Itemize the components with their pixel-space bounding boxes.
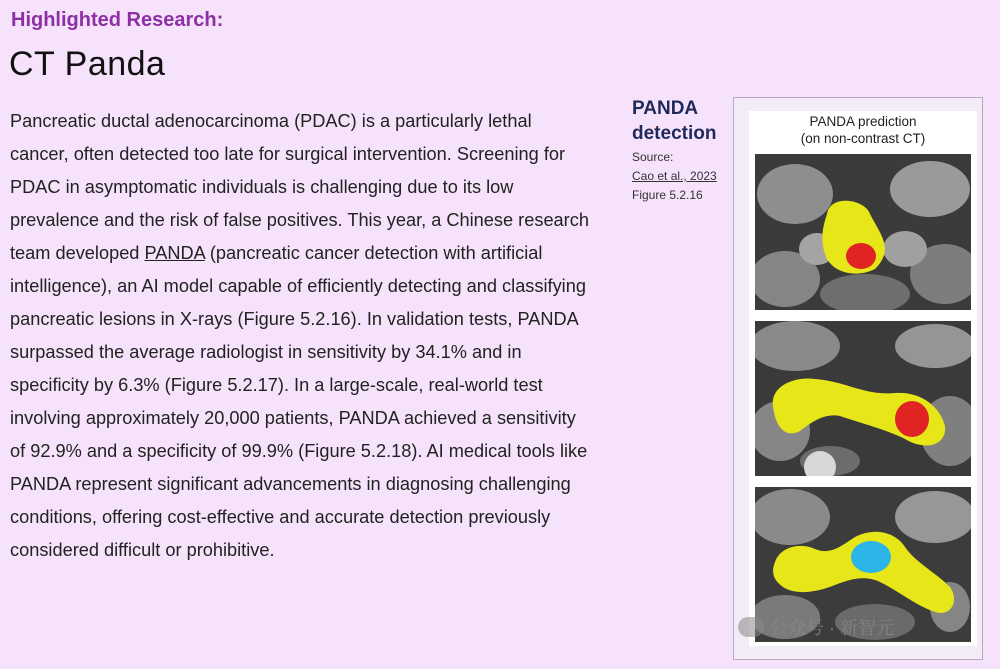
- watermark: [738, 614, 894, 640]
- article-paragraph: [10, 105, 590, 567]
- article-text-part1: Pancreatic ductal adenocarcinoma (PDAC) is a particularly lethal cancer, often detected too late for surgical intervention. Screening for PDAC in asymptomatic individuals is challenging due to its low prevalence and the risk of false positives. This year, a Chinese research team developed: [10, 111, 589, 263]
- figure-meta: [632, 148, 732, 205]
- figure-panel: [733, 97, 983, 660]
- source-link[interactable]: Cao et al., 2023: [632, 169, 717, 183]
- page-title: CT Panda: [9, 45, 166, 83]
- figure-sidebar: [632, 96, 732, 205]
- figure-caption: [749, 113, 977, 147]
- source-label: Source:: [632, 150, 674, 164]
- wechat-icon: [738, 617, 764, 637]
- article-text-part2: (pancreatic cancer detection with artificial intelligence), an AI model capable of efficiently detecting and classifying pancreatic lesions in X-rays (Figure 5.2.16). In validation tests, PANDA surpassed the average radiologist in sensitivity by 34.1% and in specificity by 6.3% (Figure 5.2.17). In a large-scale, real-world test involving approximately 20,000 patients, PANDA achieved a sensitivity of 92.9% and a specificity of 99.9% (Figure 5.2.18). AI medical tools like PANDA represent significant advancements in diagnosing challenging conditions, offering cost-effective and accurate detection previously considered difficult or prohibitive.: [10, 243, 588, 560]
- watermark-text: 公众号 · 新智元: [770, 618, 894, 638]
- figure-number: Figure 5.2.16: [632, 188, 703, 202]
- figure-title-line1: PANDA: [632, 98, 699, 119]
- figure-title: [632, 96, 732, 146]
- caption-line1: PANDA prediction: [809, 114, 917, 129]
- figure-image-area: [749, 111, 977, 646]
- figure-title-line2: detection: [632, 123, 717, 144]
- caption-line2: (on non-contrast CT): [800, 131, 926, 146]
- ct-scan-1: [755, 154, 971, 310]
- ct-scan-2: [755, 321, 971, 476]
- panda-link[interactable]: PANDA: [144, 243, 205, 263]
- section-kicker: Highlighted Research:: [11, 9, 224, 31]
